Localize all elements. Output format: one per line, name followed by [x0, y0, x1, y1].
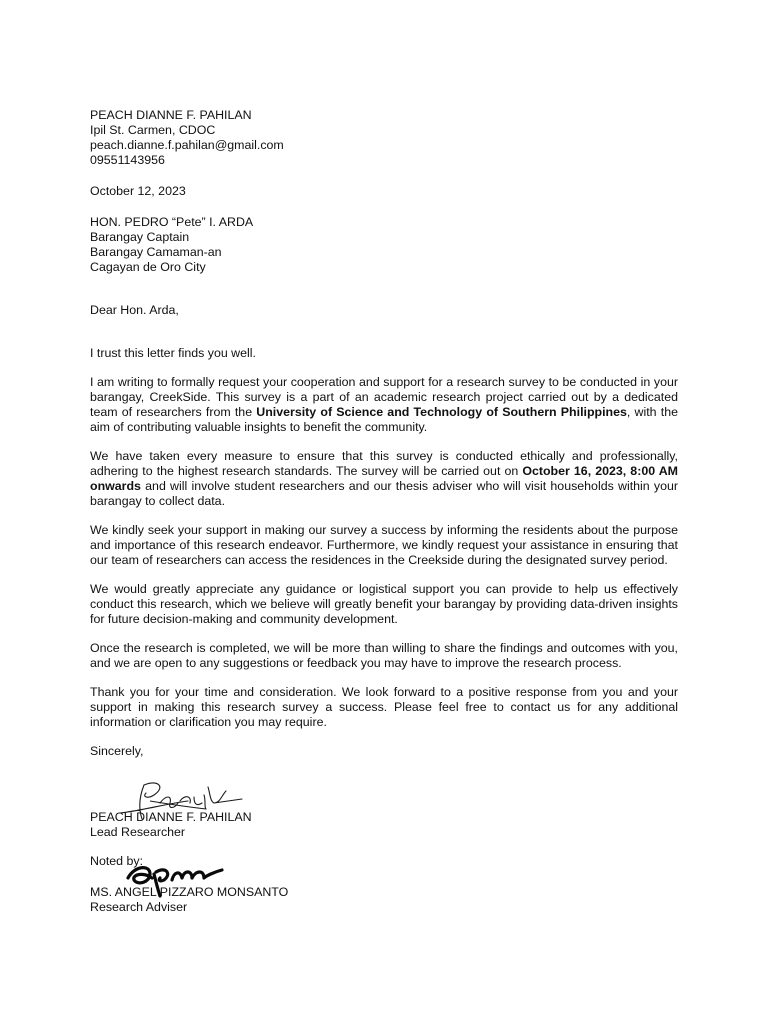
noted-by-label: Noted by: — [90, 854, 144, 868]
paragraph-request — [90, 375, 678, 435]
survey-date: October 16, 2023, 8:00 AM onwards — [90, 464, 678, 493]
sender-block — [90, 108, 678, 168]
signatory-block — [90, 810, 678, 840]
sender-email: peach.dianne.f.pahilan@gmail.com — [90, 138, 284, 152]
letter-page — [90, 108, 678, 915]
paragraph-guidance: We would greatly appreciate any guidance or logistical support you can provide to help us effectively conduct this research, which we believe will greatly benefit your barangay by providing data-driven insights for future decision-making and community development. — [90, 582, 678, 626]
sender-address: Ipil St. Carmen, CDOC — [90, 123, 216, 137]
signatory-name: PEACH DIANNE F. PAHILAN — [90, 810, 252, 824]
paragraph-schedule — [90, 449, 678, 509]
recipient-barangay: Barangay Camaman-an — [90, 245, 222, 259]
recipient-title: Barangay Captain — [90, 230, 190, 244]
paragraph-schedule-text-c: and will involve student researchers and our thesis adviser who will visit households within your barangay to collect data. — [90, 479, 678, 508]
paragraph-schedule-text-a: We have taken every measure to ensure that this survey is conducted ethically and professionally, adhering to the highest research standards. The survey will be carried out on — [90, 449, 678, 478]
sender-name: PEACH DIANNE F. PAHILAN — [90, 108, 252, 122]
adviser-name: MS. ANGEL PIZZARO MONSANTO — [90, 885, 289, 899]
signatory-role: Lead Researcher — [90, 825, 186, 839]
university-name: University of Science and Technology of Southern Philippines — [256, 405, 627, 419]
paragraph-findings: Once the research is completed, we will be more than willing to share the findings and outcomes with you, and we are open to any suggestions or feedback you may have to improve the research process. — [90, 641, 678, 670]
paragraph-greeting: I trust this letter finds you well. — [90, 346, 256, 360]
letter-date: October 12, 2023 — [90, 184, 186, 198]
closing: Sincerely, — [90, 744, 144, 758]
paragraph-thanks: Thank you for your time and consideration. We look forward to a positive response from you and your support in making this research survey a success. Please feel free to contact us for any additional information or clarification you may require. — [90, 685, 678, 729]
adviser-block — [90, 885, 678, 915]
sender-phone: 09551143956 — [90, 153, 165, 167]
paragraph-request-text-a: I am writing to formally request your cooperation and support for a research survey to be conducted in your barangay, CreekSide. This survey is a part of an academic research project carried out by a dedicated team of researchers from the — [90, 375, 678, 419]
paragraph-support: We kindly seek your support in making our survey a success by informing the residents about the purpose and importance of this research endeavor. Furthermore, we kindly request your assistance in ensuring that our team of researchers can access the residences in the Creekside during the designated survey period. — [90, 523, 678, 567]
adviser-role: Research Adviser — [90, 900, 188, 914]
paragraph-request-text-c: , with the aim of contributing valuable insights to benefit the community. — [90, 405, 678, 434]
recipient-block — [90, 215, 678, 275]
recipient-name: HON. PEDRO “Pete” I. ARDA — [90, 215, 254, 229]
recipient-city: Cagayan de Oro City — [90, 260, 206, 274]
salutation: Dear Hon. Arda, — [90, 303, 179, 317]
